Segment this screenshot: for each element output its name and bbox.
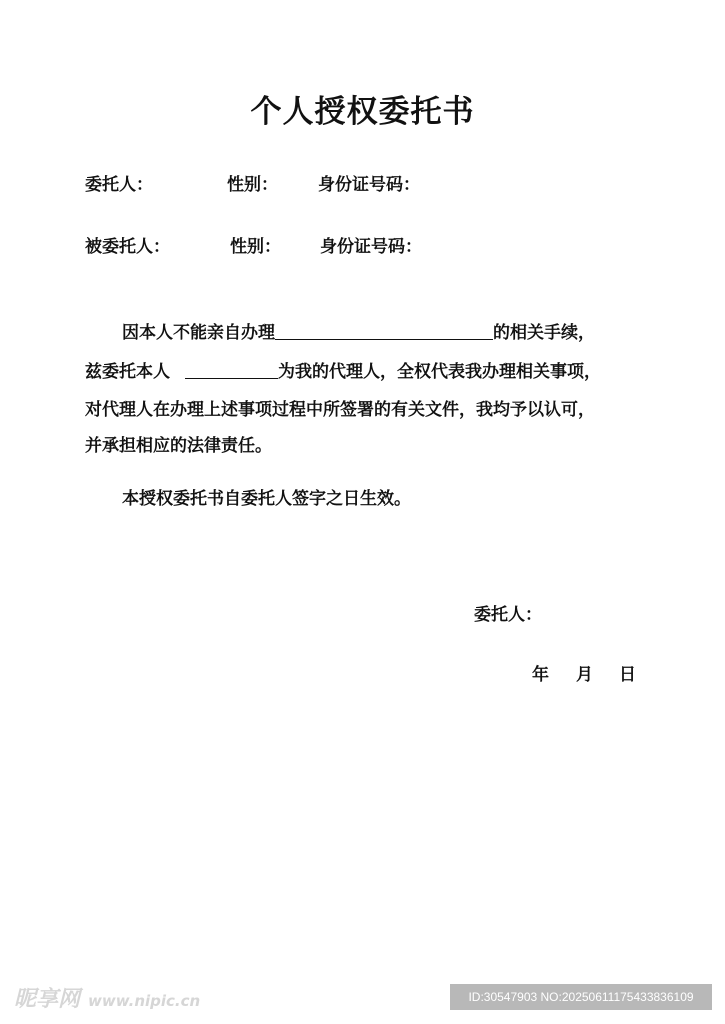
principal-label: 委托人： (85, 175, 153, 195)
agent-gender-label: 性别： (230, 237, 281, 257)
agent-name-blank[interactable] (185, 360, 278, 379)
body-line-1-prefix: 因本人不能亲自办理 (122, 323, 275, 343)
principal-info-row (85, 170, 645, 194)
principal-gender-label: 性别： (227, 175, 278, 195)
body-line-2-prefix: 兹委托本人 (85, 362, 170, 382)
body-line-4: 并承担相应的法律责任。 (85, 436, 272, 456)
document-title: 个人授权委托书 (250, 94, 475, 130)
matter-blank[interactable] (275, 321, 493, 340)
date-month-label: 月 (576, 665, 593, 685)
body-line-2-suffix: 为我的代理人，全权代表我办理相关事项， (278, 362, 601, 382)
agent-id-label: 身份证号码： (320, 237, 422, 257)
watermark-site-name: 昵享网 (14, 987, 81, 1012)
agent-info-row (85, 232, 645, 256)
body-line-1 (122, 318, 595, 343)
watermark-id-badge: ID:30547903 NO:20250611175433836109 (450, 984, 712, 1010)
watermark-url: www.nipic.cn (88, 992, 201, 1010)
body-line-3: 对代理人在办理上述事项过程中所签署的有关文件，我均予以认可， (85, 400, 595, 420)
agent-label: 被委托人： (85, 237, 170, 257)
date-day-label: 日 (619, 665, 636, 685)
body-line-5: 本授权委托书自委托人签字之日生效。 (122, 489, 411, 509)
principal-id-label: 身份证号码： (318, 175, 420, 195)
signature-principal-label: 委托人： (474, 605, 542, 625)
body-line-2 (85, 357, 601, 382)
watermark-site-logo (14, 982, 200, 1013)
date-year-label: 年 (532, 665, 549, 685)
body-line-1-suffix: 的相关手续， (493, 323, 595, 343)
